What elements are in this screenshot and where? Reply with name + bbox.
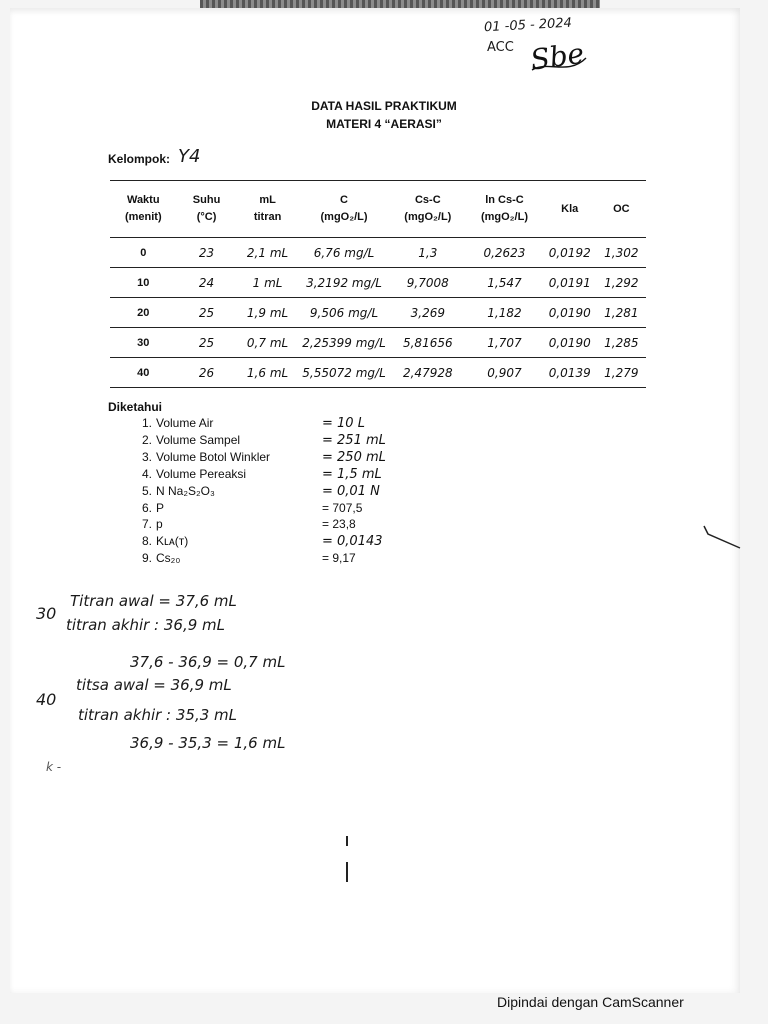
calc-result-30: 37,6 - 36,9 = 0,7 mL bbox=[130, 653, 286, 671]
table-cell: 0 bbox=[110, 238, 177, 268]
calc-titran-akhir-40: titran akhir : 35,3 mL bbox=[78, 706, 238, 724]
table-cell: 5,55072 mg/L bbox=[299, 358, 390, 388]
margin-stroke bbox=[700, 520, 744, 554]
table-cell: 0,0139 bbox=[543, 358, 597, 388]
calc-label-40: 40 bbox=[36, 690, 57, 709]
stray-stroke bbox=[346, 836, 348, 846]
diketahui-item-number: 6. bbox=[141, 500, 152, 515]
table-header-text: mL bbox=[259, 194, 276, 206]
table-header-text: (menit) bbox=[124, 211, 162, 223]
table-header-cell bbox=[299, 181, 390, 238]
table-header-text: (°C) bbox=[196, 211, 217, 223]
table-header-text: Waktu bbox=[126, 194, 160, 206]
diketahui-item-value bbox=[322, 517, 356, 531]
diketahui-item-value bbox=[322, 433, 386, 448]
table-cell: 1,182 bbox=[466, 298, 543, 328]
table-header-cell bbox=[466, 181, 543, 238]
diketahui-item-value bbox=[322, 501, 362, 515]
table-header-text: C bbox=[340, 194, 348, 206]
table-header-text: titran bbox=[253, 211, 282, 223]
table-cell: 1 mL bbox=[237, 268, 299, 298]
diketahui-item-number: 3. bbox=[141, 449, 152, 464]
diketahui-item bbox=[132, 450, 270, 464]
approval-date: 01 -05 - 2024 bbox=[483, 15, 573, 36]
table-header-text: OC bbox=[613, 202, 630, 215]
diketahui-item-number: 5. bbox=[141, 483, 152, 498]
table-cell: 2,25399 mg/L bbox=[299, 328, 390, 358]
diketahui-item-number: 8. bbox=[141, 534, 152, 549]
signature-text: Sbe bbox=[528, 36, 587, 77]
table-cell: 26 bbox=[177, 358, 237, 388]
table-cell: 3,269 bbox=[389, 298, 466, 328]
table-cell: 0,7 mL bbox=[237, 328, 299, 358]
diketahui-item bbox=[132, 551, 180, 565]
table-cell: 25 bbox=[177, 298, 237, 328]
table-header-text: (mgO₂/L) bbox=[320, 211, 368, 223]
table-cell: 1,547 bbox=[466, 268, 543, 298]
calc-titran-awal-40: titsa awal = 36,9 mL bbox=[76, 676, 232, 694]
diketahui-item-name: Kʟᴀ(ᴛ) bbox=[156, 534, 189, 549]
table-cell: 1,3 bbox=[389, 238, 466, 268]
table-cell: 9,506 mg/L bbox=[299, 298, 390, 328]
diketahui-item-value bbox=[322, 551, 356, 565]
diketahui-item bbox=[132, 484, 215, 498]
diketahui-item bbox=[132, 534, 188, 548]
table-cell: 6,76 mg/L bbox=[299, 238, 390, 268]
table-header-text: ln Cs-C bbox=[485, 194, 524, 206]
table-cell: 10 bbox=[110, 268, 177, 298]
table-cell: 0,0190 bbox=[543, 328, 597, 358]
kelompok-label: Kelompok: bbox=[108, 152, 171, 166]
diketahui-item-number: 9. bbox=[141, 551, 152, 566]
table-cell: 1,707 bbox=[466, 328, 543, 358]
diketahui-value-text: = 707,5 bbox=[322, 500, 363, 515]
kelompok-value: Y4 bbox=[178, 146, 201, 167]
table-header-cell bbox=[177, 181, 237, 238]
table-header-cell bbox=[389, 181, 466, 238]
signature-mark bbox=[528, 30, 590, 78]
stray-mark: k - bbox=[46, 760, 62, 774]
table-cell: 40 bbox=[110, 358, 177, 388]
table-header-cell bbox=[543, 181, 597, 238]
diketahui-item-name: N Na₂S₂O₃ bbox=[156, 483, 215, 498]
table-cell: 1,302 bbox=[597, 238, 646, 268]
calc-titran-akhir-30: titran akhir : 36,9 mL bbox=[66, 616, 226, 634]
table-header-cell bbox=[110, 181, 177, 238]
table-cell: 20 bbox=[110, 298, 177, 328]
table-cell: 1,285 bbox=[597, 328, 646, 358]
diketahui-value-text: = 250 mL bbox=[322, 449, 386, 465]
approval-label: ACC bbox=[487, 40, 514, 55]
table-cell: 0,0190 bbox=[543, 298, 597, 328]
diketahui-item-name: Volume Sampel bbox=[156, 432, 241, 447]
diketahui-item-name: p bbox=[156, 517, 163, 532]
table-row bbox=[110, 268, 646, 298]
diketahui-item bbox=[132, 433, 240, 447]
table-cell: 25 bbox=[177, 328, 237, 358]
diketahui-value-text: = 0,0143 bbox=[322, 534, 383, 550]
table-cell: 5,81656 bbox=[389, 328, 466, 358]
diketahui-value-text: = 0,01 N bbox=[322, 483, 380, 499]
diketahui-item-name: Volume Botol Winkler bbox=[156, 449, 271, 464]
diketahui-item bbox=[132, 517, 163, 531]
table-cell: 9,7008 bbox=[389, 268, 466, 298]
diketahui-item bbox=[132, 467, 246, 481]
table-header-cell bbox=[237, 181, 299, 238]
table-header-row bbox=[110, 181, 646, 238]
diketahui-item-value bbox=[322, 450, 386, 465]
table-row bbox=[110, 298, 646, 328]
diketahui-item bbox=[132, 416, 213, 430]
diketahui-item-name: Volume Pereaksi bbox=[156, 466, 247, 481]
diketahui-item-value bbox=[322, 416, 365, 431]
diketahui-item-number: 1. bbox=[141, 416, 152, 430]
diketahui-item bbox=[132, 501, 164, 515]
table-header-cell bbox=[597, 181, 646, 238]
diketahui-value-text: = 23,8 bbox=[322, 517, 356, 532]
page-subtitle: MATERI 4 “AERASI” bbox=[326, 117, 442, 131]
diketahui-item-number: 2. bbox=[141, 432, 152, 447]
table-header-text: (mgO₂/L) bbox=[404, 211, 452, 223]
table-cell: 23 bbox=[177, 238, 237, 268]
table-cell: 30 bbox=[110, 328, 177, 358]
table-header-text: Cs-C bbox=[414, 194, 441, 206]
table-cell: 2,47928 bbox=[389, 358, 466, 388]
table-cell: 1,9 mL bbox=[237, 298, 299, 328]
diketahui-item-number: 7. bbox=[141, 517, 152, 532]
calc-result-40: 36,9 - 35,3 = 1,6 mL bbox=[130, 734, 286, 752]
table-cell: 0,2623 bbox=[466, 238, 543, 268]
diketahui-item-name: Cs₂₀ bbox=[156, 551, 181, 566]
diketahui-value-text: = 251 mL bbox=[322, 432, 386, 448]
table-cell: 1,279 bbox=[597, 358, 646, 388]
table-header-text: Suhu bbox=[192, 194, 221, 206]
diketahui-value-text: = 1,5 mL bbox=[322, 466, 382, 482]
calc-label-30: 30 bbox=[36, 604, 57, 623]
diketahui-item-value bbox=[322, 467, 382, 482]
table-row bbox=[110, 238, 646, 268]
table-row bbox=[110, 328, 646, 358]
table-cell: 0,0191 bbox=[543, 268, 597, 298]
table-cell: 1,281 bbox=[597, 298, 646, 328]
table-cell: 0,0192 bbox=[543, 238, 597, 268]
table-cell: 1,6 mL bbox=[237, 358, 299, 388]
diketahui-item-number: 4. bbox=[141, 466, 152, 481]
diketahui-value-text: = 9,17 bbox=[322, 551, 356, 566]
calc-titran-awal-30: Titran awal = 37,6 mL bbox=[70, 592, 237, 610]
diketahui-item-name: Volume Air bbox=[156, 416, 214, 430]
table-cell: 0,907 bbox=[466, 358, 543, 388]
diketahui-item-value bbox=[322, 534, 383, 549]
table-header-text: (mgO₂/L) bbox=[480, 211, 528, 223]
diketahui-value-text: = 10 L bbox=[322, 416, 365, 431]
table-row bbox=[110, 358, 646, 388]
table-cell: 3,2192 mg/L bbox=[299, 268, 390, 298]
table-cell: 24 bbox=[177, 268, 237, 298]
diketahui-item-value bbox=[322, 484, 380, 499]
diketahui-item-name: P bbox=[156, 500, 165, 515]
page-title: DATA HASIL PRAKTIKUM bbox=[311, 99, 457, 113]
diketahui-label: Diketahui bbox=[108, 400, 163, 414]
stray-stroke bbox=[346, 862, 348, 882]
table-header-text: Kla bbox=[561, 202, 579, 215]
scanner-watermark: Dipindai dengan CamScanner bbox=[497, 994, 684, 1010]
table-cell: 2,1 mL bbox=[237, 238, 299, 268]
table-cell: 1,292 bbox=[597, 268, 646, 298]
data-table bbox=[110, 180, 646, 388]
scan-edge-band bbox=[200, 0, 600, 8]
